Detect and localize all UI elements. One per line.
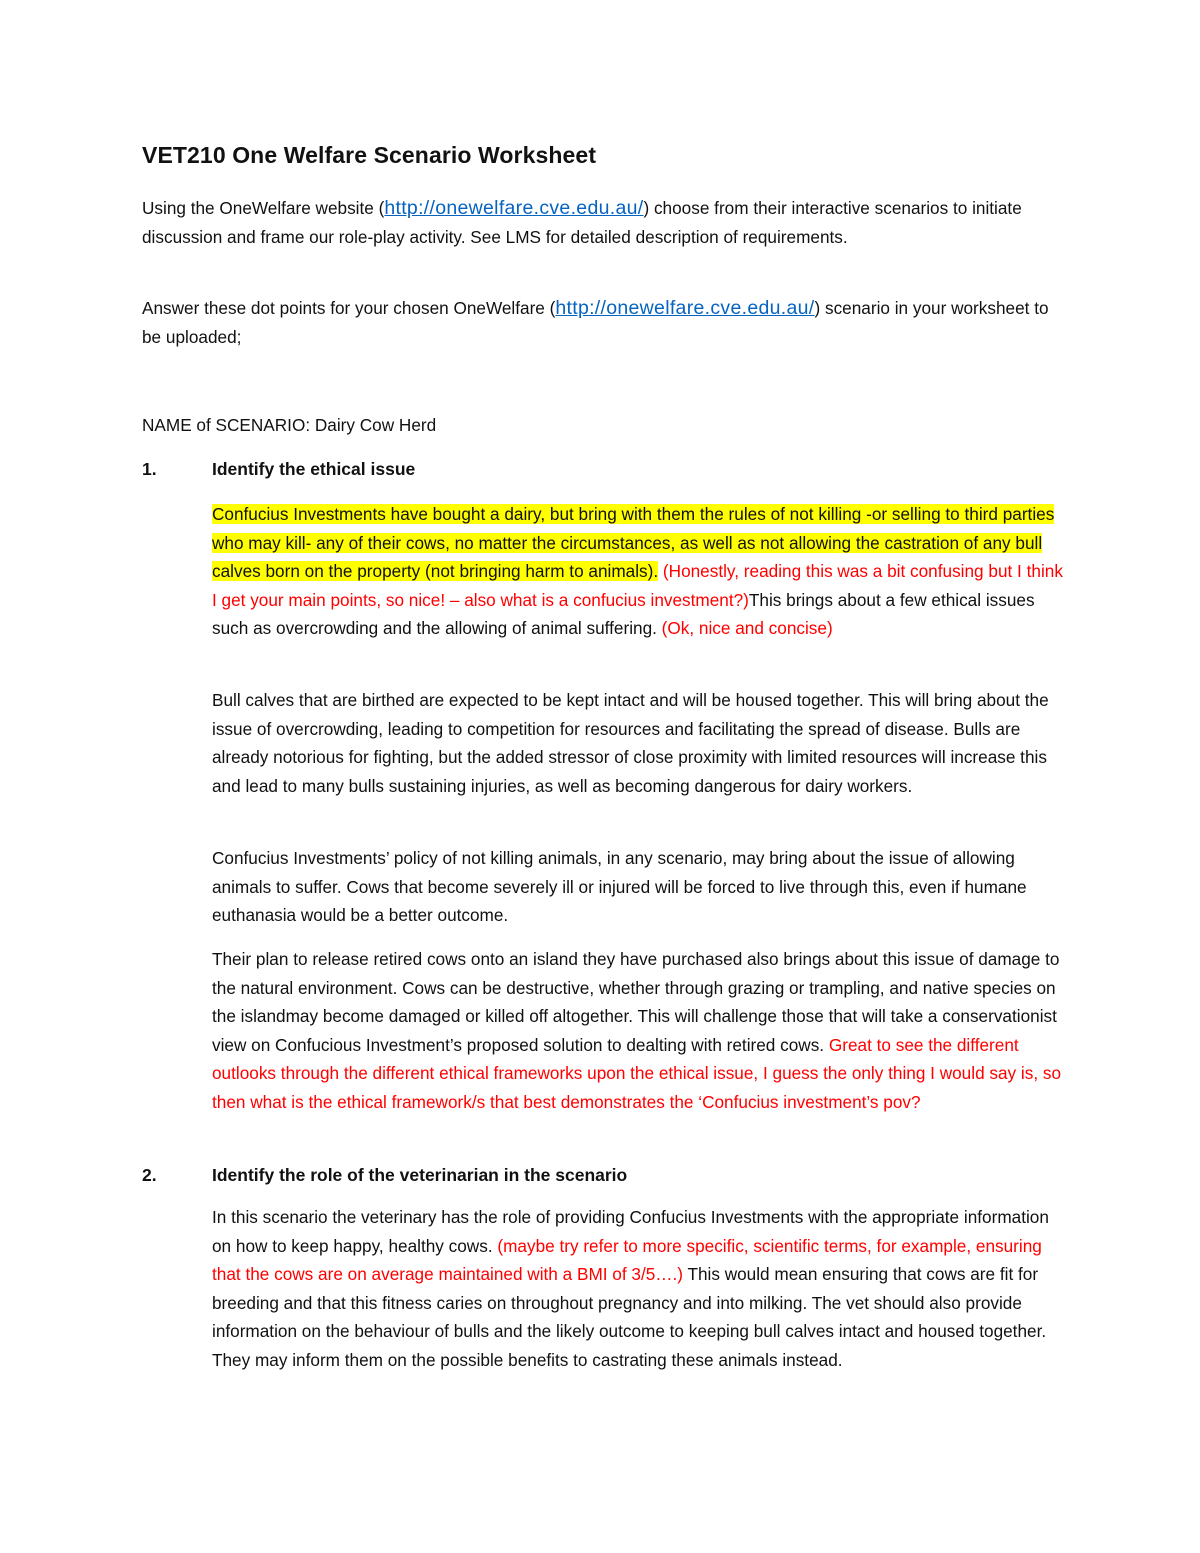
instruction-paragraph bbox=[142, 294, 1072, 351]
q1-answer-paragraph-2: Bull calves that are birthed are expected to be kept intact and will be housed together. This will bring about the issue of overcrowding, leading to competition for resources and facilitating the spread of disease. Bulls are already notorious for fighting, but the added stressor of close proximity with limited resources will increase this and lead to many bulls sustaining injuries, as well as becoming dangerous for dairy workers. bbox=[212, 690, 1049, 796]
reviewer-comment: (Honestly, reading this was a bit confusing but I think I get your main points, so nice! – also what is a confucius investment?) bbox=[212, 561, 1063, 610]
page-title: VET210 One Welfare Scenario Worksheet bbox=[142, 142, 597, 168]
instruction-text-2: ) scenario in your worksheet to be uploaded; bbox=[142, 298, 1049, 347]
answer-text: This brings about a few ethical issues such as overcrowding and the allowing of animal suffering. bbox=[212, 589, 1035, 639]
question-2-title: Identify the role of the veterinarian in the scenario bbox=[212, 1165, 628, 1185]
reviewer-comment-3: Great to see the different outlooks through the different ethical frameworks upon the ethical issue, I guess the only thing I would say is, so then what is the ethical framework/s that best demonstrates the ‘Confucius investment’s pov? bbox=[212, 1034, 1062, 1112]
question-1-number: 1. bbox=[142, 459, 157, 479]
question-1-title: Identify the ethical issue bbox=[212, 459, 416, 479]
q1-answer-paragraph-3: Confucius Investments’ policy of not killing animals, in any scenario, may bring about the issue of allowing animals to suffer. Cows that become severely ill or injured will be forced to live through this, even if humane euthanasia would be a better outcome. bbox=[212, 848, 1027, 926]
intro-text-1: Using the OneWelfare website ( bbox=[142, 198, 385, 218]
reviewer-comment-q2: (maybe try refer to more specific, scientific terms, for example, ensuring that the cows are on average maintained with a BMI of 3/5….) bbox=[212, 1235, 1042, 1285]
answer-text-4: Their plan to release retired cows onto an island they have purchased also brings about this issue of damage to the natural environment. Cows can be destructive, whether through grazing or trampling, and native species on the islandmay become damaged or killed off altogether. This will challenge those that will take a conservationist view on Confucious Investment’s proposed solution to dealting with retired cows. bbox=[212, 949, 1060, 1055]
highlighted-answer-text: Confucius Investments have bought a dairy, but bring with them the rules of not killing -or selling to third parties who may kill- any of their cows, no matter the circumstances, as well as not allowing the castration of any bull calves born on the property (not bringing harm to animals). bbox=[212, 504, 1055, 582]
onewelfare-link[interactable]: http://onewelfare.cve.edu.au/ bbox=[384, 197, 644, 219]
intro-paragraph bbox=[142, 194, 1072, 251]
answer-text-q2: In this scenario the veterinary has the role of providing Confucius Investments with the appropriate information on how to keep happy, healthy cows. bbox=[212, 1207, 1049, 1256]
scenario-name: NAME of SCENARIO: Dairy Cow Herd bbox=[142, 415, 437, 435]
question-1-heading bbox=[142, 455, 1072, 483]
reviewer-comment-2: (Ok, nice and concise) bbox=[656, 618, 833, 639]
question-2-heading bbox=[142, 1161, 1072, 1189]
intro-text-2: ) choose from their interactive scenarios to initiate discussion and frame our role-play activity. See LMS for detailed description of requirements. bbox=[142, 198, 1022, 247]
question-2-number: 2. bbox=[142, 1165, 157, 1185]
q1-answer-paragraph-4 bbox=[212, 945, 1072, 1117]
answer-text-q2-cont: This would mean ensuring that cows are fit for breeding and that this fitness caries on throughout pregnancy and into milking. The vet should also provide information on the behaviour of bulls and the likely outcome to keeping bull calves intact and housed together. They may inform them on the possible benefits to castrating these animals instead. bbox=[212, 1264, 1047, 1370]
onewelfare-link-2[interactable]: http://onewelfare.cve.edu.au/ bbox=[555, 297, 815, 319]
instruction-text-1: Answer these dot points for your chosen OneWelfare ( bbox=[142, 298, 556, 318]
q2-answer-paragraph-1 bbox=[212, 1203, 1072, 1375]
q1-answer-paragraph-1 bbox=[212, 500, 1072, 643]
